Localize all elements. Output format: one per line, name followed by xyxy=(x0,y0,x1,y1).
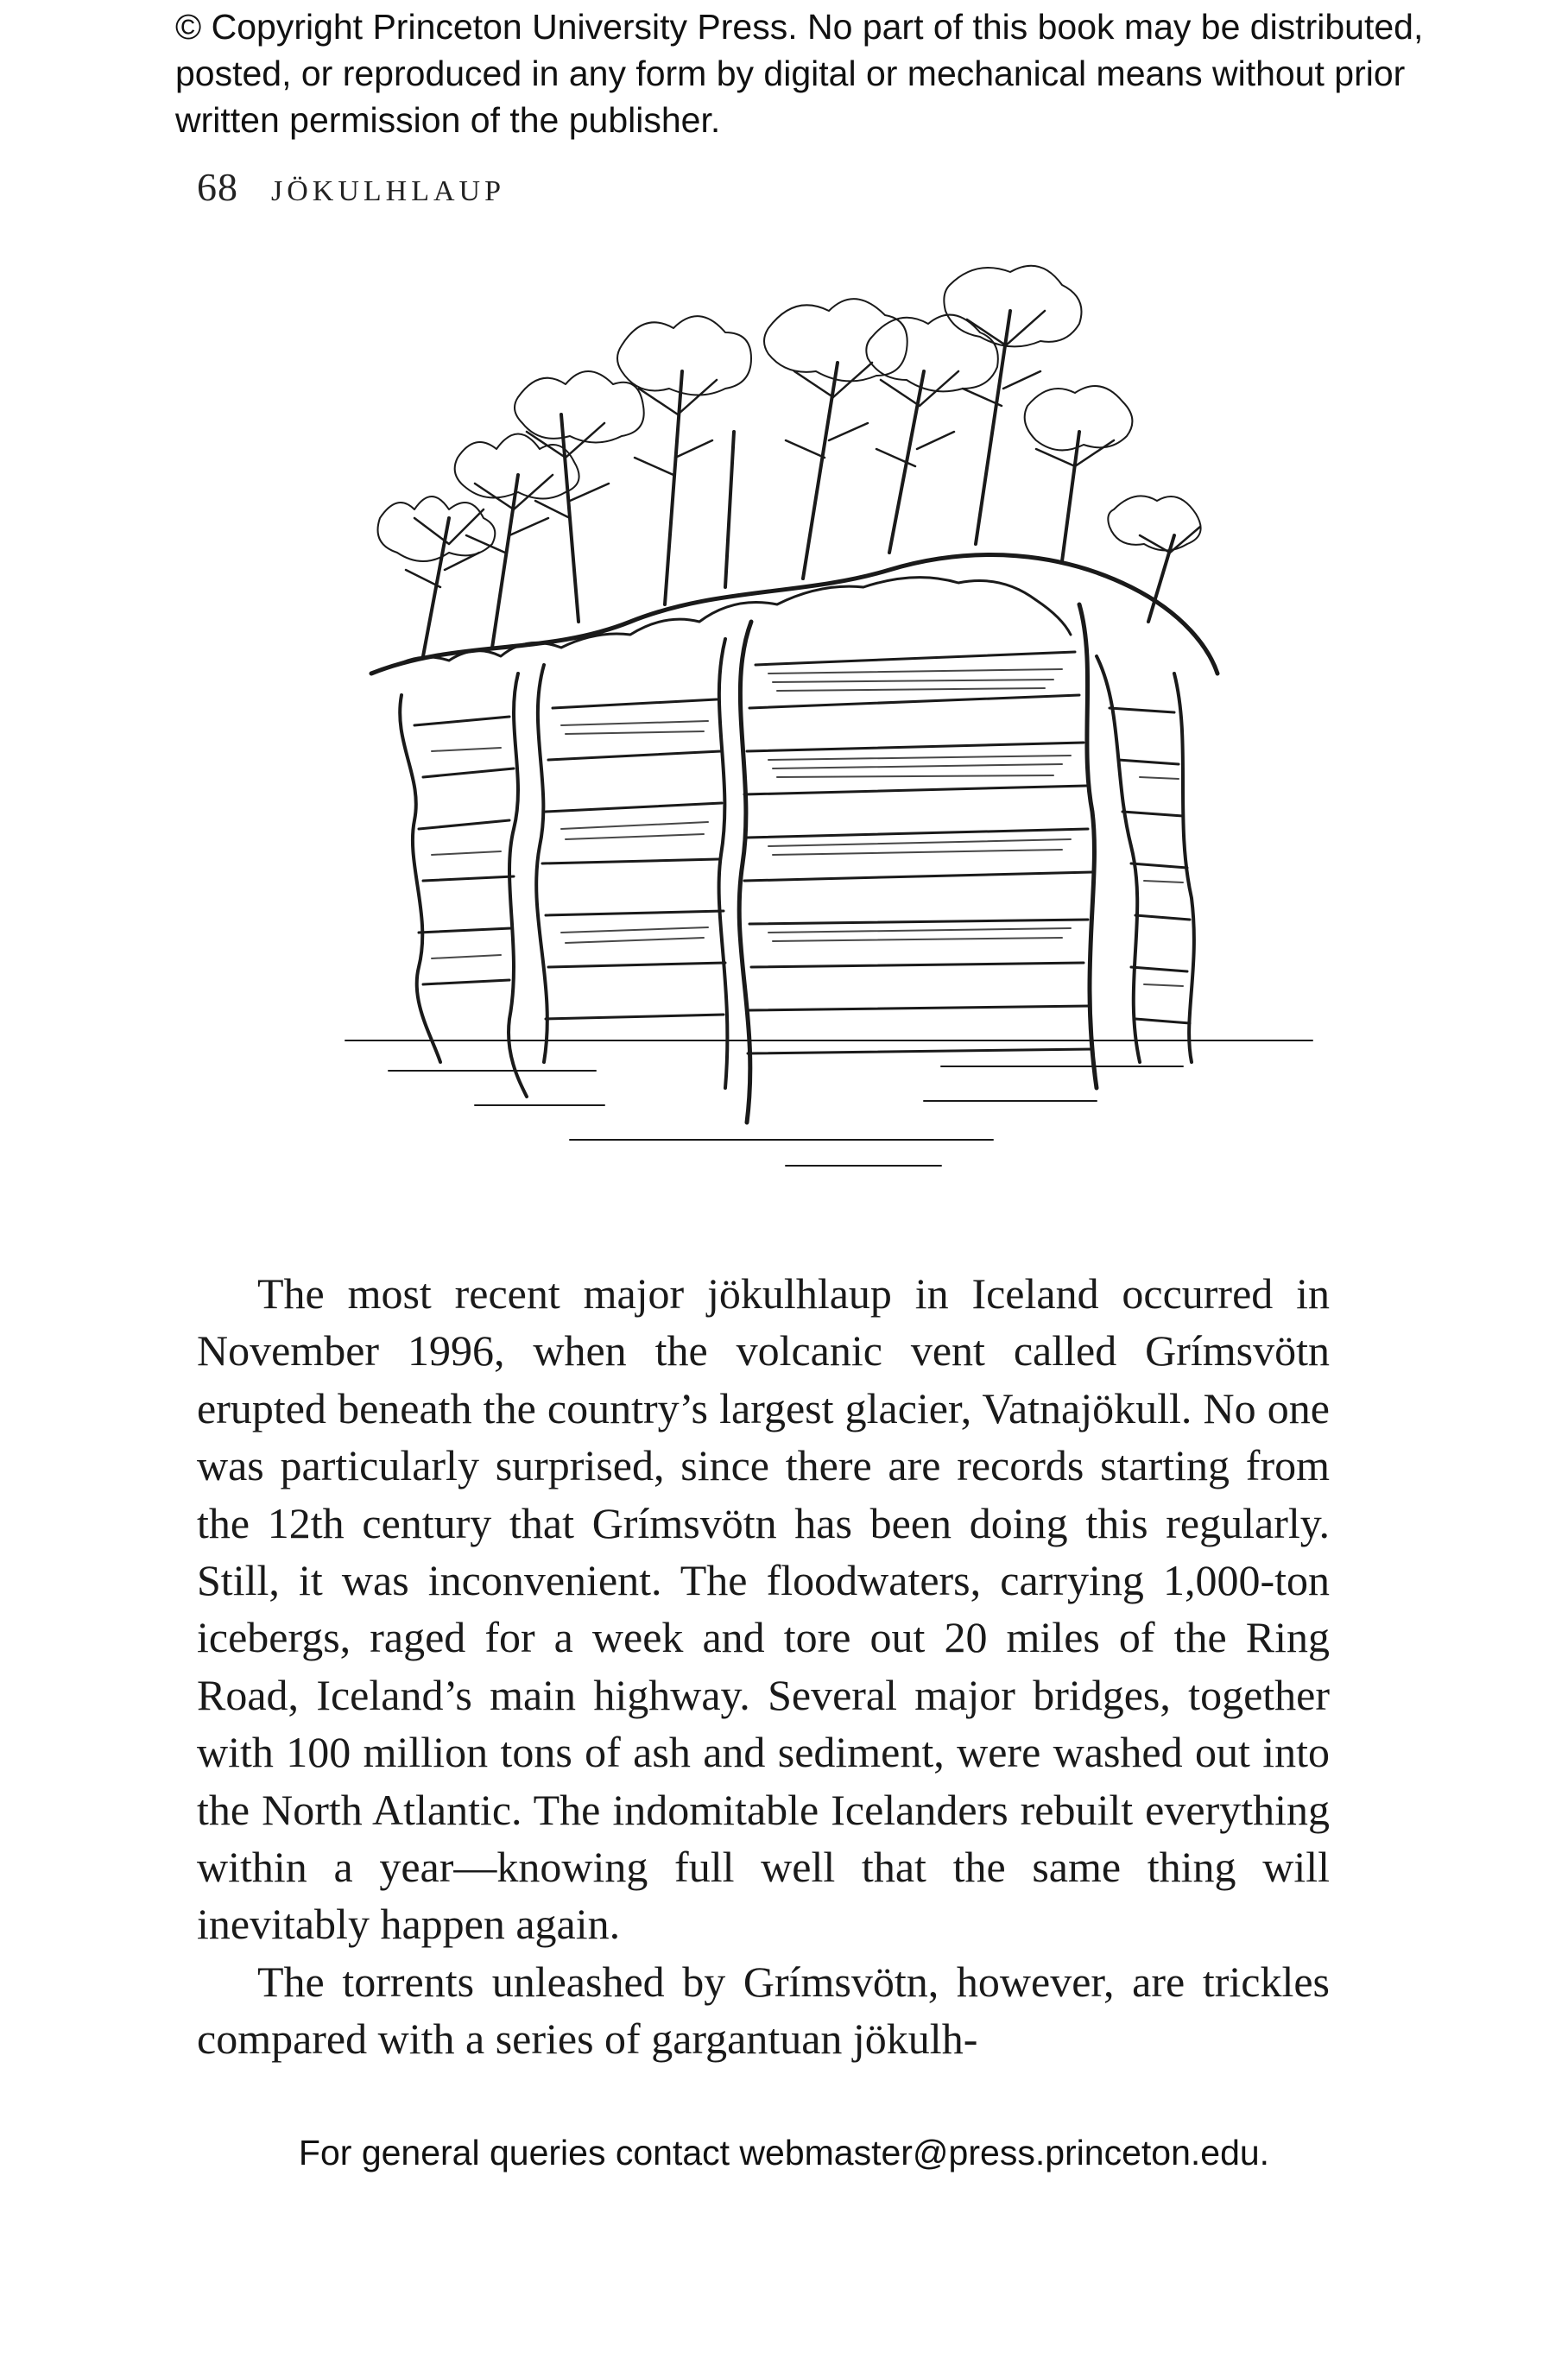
running-head xyxy=(197,164,505,210)
paragraph: The torrents unleashed by Grímsvötn, however, are trickles compared with a series of gargantuan jökulh- xyxy=(197,1957,1330,2064)
copyright-notice: © Copyright Princeton University Press. No part of this book may be distributed, posted, or reproduced in any form by digital or mechanical means without prior written permission of the publisher. xyxy=(175,7,1424,140)
page-number: 68 xyxy=(197,165,238,209)
body-text xyxy=(197,1265,1330,2068)
chapter-title: JÖKULHLAUP xyxy=(271,175,505,207)
paragraph: The most recent major jökulhlaup in Iceland occurred in November 1996, when the volcanic vent called Grímsvötn erupted beneath the country’s largest glacier, Vatnajökull. No one was particularly surprised, since there are records starting from the 12th century that Grímsvötn has been doing this regularly. Still, it was inconvenient. The floodwaters, carrying 1,000-ton icebergs, raged for a week and tore out 20 miles of the Ring Road, Iceland’s main highway. Several major bridges, together with 100 million tons of ash and sediment, were washed out into the North Atlantic. The indomitable Icelanders rebuilt everything within a year—knowing full well that the same thing will inevitably happen again. xyxy=(197,1269,1330,1949)
sea-stack-illustration xyxy=(319,259,1338,1209)
footer-contact: For general queries contact webmaster@press.princeton.edu. xyxy=(298,2133,1270,2172)
